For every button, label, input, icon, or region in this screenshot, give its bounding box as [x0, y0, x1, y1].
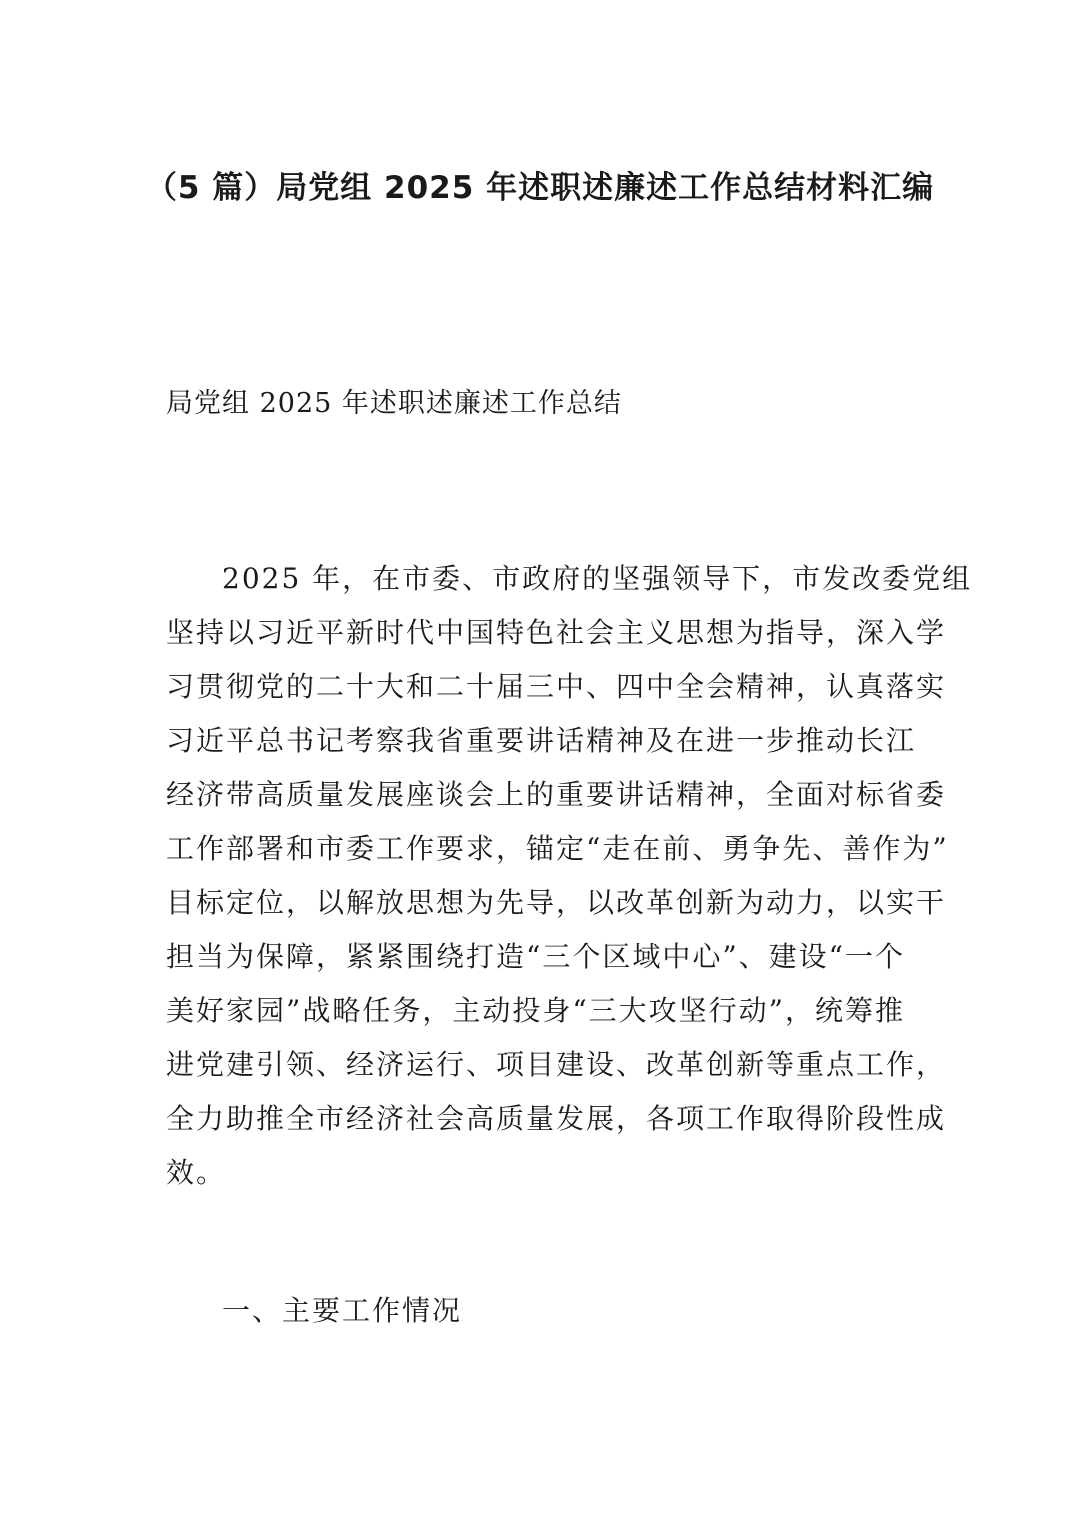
document-subtitle: 局党组 2025 年述职述廉述工作总结	[166, 388, 622, 419]
paragraph-line: 效。	[166, 1156, 227, 1189]
paragraph-line: 美好家园”战略任务，主动投身“三大攻坚行动”，统筹推	[166, 994, 905, 1027]
paragraph-line: 习近平总书记考察我省重要讲话精神及在进一步推动长江	[166, 724, 917, 757]
paragraph-line: 进党建引领、经济运行、项目建设、改革创新等重点工作，	[166, 1048, 947, 1081]
paragraph-line: 全力助推全市经济社会高质量发展，各项工作取得阶段性成	[166, 1102, 947, 1135]
paragraph-line: 担当为保障，紧紧围绕打造“三个区域中心”、建设“一个	[166, 940, 905, 973]
paragraph-line: 2025 年，在市委、市政府的坚强领导下，市发改委党组	[222, 562, 973, 595]
document-title: （5 篇）局党组 2025 年述职述廉述工作总结材料汇编	[145, 170, 935, 206]
paragraph-line: 习贯彻党的二十大和二十届三中、四中全会精神，认真落实	[166, 670, 947, 703]
section-heading: 一、主要工作情况	[222, 1294, 463, 1327]
paragraph-line: 目标定位，以解放思想为先导，以改革创新为动力，以实干	[166, 886, 947, 919]
paragraph-line: 坚持以习近平新时代中国特色社会主义思想为指导，深入学	[166, 616, 947, 649]
paragraph-line: 工作部署和市委工作要求，锚定“走在前、勇争先、善作为”	[166, 832, 949, 865]
paragraph-line: 经济带高质量发展座谈会上的重要讲话精神，全面对标省委	[166, 778, 947, 811]
body-paragraph	[166, 552, 973, 1200]
